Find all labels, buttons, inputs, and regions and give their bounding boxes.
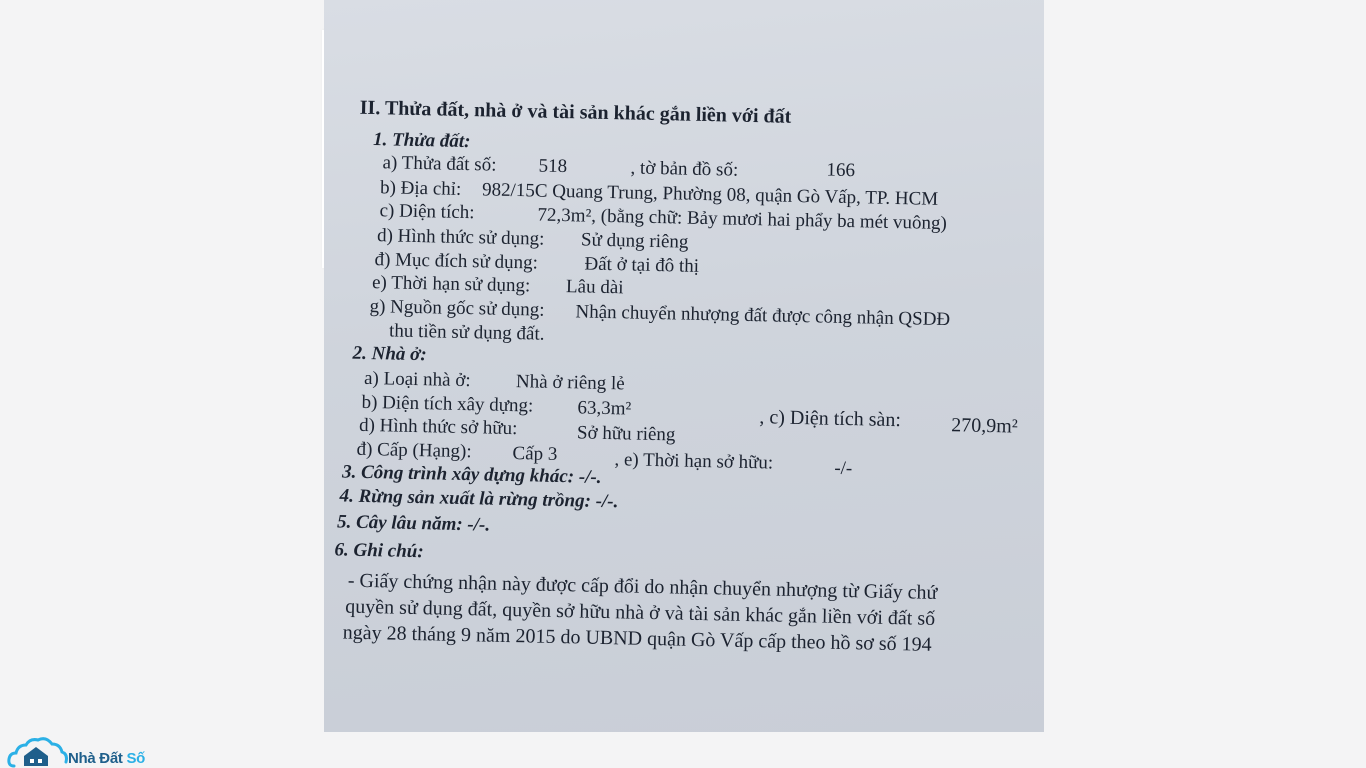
grade-value: Cấp 3 xyxy=(512,443,558,465)
usage-term-value: Lâu dài xyxy=(565,276,624,299)
notes-heading: 6. Ghi chú: xyxy=(334,539,424,563)
ownership-form-label: d) Hình thức sở hữu: xyxy=(358,414,518,440)
usage-form-label: d) Hình thức sử dụng: xyxy=(376,225,545,250)
usage-origin-label: g) Nguồn gốc sử dụng: xyxy=(369,296,545,321)
ownership-form-value: Sở hữu riêng xyxy=(576,422,676,446)
land-heading: 1. Thửa đất: xyxy=(372,129,471,153)
note-line-2: quyền sử dụng đất, quyền sở hữu nhà ở và tài sản khác gắn liền với đất số xyxy=(345,595,936,630)
grade-label: đ) Cấp (Hạng): xyxy=(356,438,472,463)
construction-area-value: 63,3m² xyxy=(577,397,632,420)
planted-forest: 4. Rừng sản xuất là rừng trồng: -/-. xyxy=(339,485,619,513)
section-title: II. Thửa đất, nhà ở và tài sản khác gắn liền với đất xyxy=(359,96,792,128)
floor-area-value: 270,9m² xyxy=(951,414,1019,438)
construction-area-label: b) Diện tích xây dựng: xyxy=(361,391,534,417)
land-certificate-page xyxy=(324,0,1044,732)
brand-name xyxy=(68,750,145,767)
land-parcel-label: a) Thửa đất số: xyxy=(382,152,497,176)
map-sheet-label: , tờ bản đồ số: xyxy=(630,157,739,181)
usage-origin-value: Nhận chuyển nhượng đất được công nhận QSDĐ xyxy=(575,301,951,331)
address-label: b) Địa chỉ: xyxy=(379,177,462,200)
area-label: c) Diện tích: xyxy=(379,200,475,224)
brand-name-main: Nhà Đất xyxy=(68,750,127,767)
house-type-value: Nhà ở riêng lẻ xyxy=(515,371,625,395)
usage-purpose-label: đ) Mục đích sử dụng: xyxy=(374,249,539,274)
ownership-term-label: , e) Thời hạn sở hữu: xyxy=(614,449,774,474)
usage-form-value: Sử dụng riêng xyxy=(580,229,689,253)
address-value: 982/15C Quang Trung, Phường 08, quận Gò Vấp, TP. HCM xyxy=(481,179,939,210)
other-construction: 3. Công trình xây dựng khác: -/-. xyxy=(341,461,602,488)
usage-origin-continuation: thu tiền sử dụng đất. xyxy=(388,320,545,345)
note-line-3: ngày 28 tháng 9 năm 2015 do UBND quận Gò Vấp cấp theo hồ sơ số 194 xyxy=(342,621,932,656)
house-heading: 2. Nhà ở: xyxy=(352,342,427,366)
usage-purpose-value: Đất ở tại đô thị xyxy=(584,253,700,277)
usage-term-label: e) Thời hạn sử dụng: xyxy=(371,272,531,297)
map-sheet-value: 166 xyxy=(826,159,856,182)
area-value: 72,3m², (bằng chữ: Bảy mươi hai phẩy ba mét vuông) xyxy=(537,204,948,235)
note-line-1: - Giấy chứng nhận này được cấp đổi do nhận chuyển nhượng từ Giấy chứ xyxy=(347,569,938,604)
brand-name-accent: Số xyxy=(126,750,146,767)
perennial-trees: 5. Cây lâu năm: -/-. xyxy=(336,511,491,536)
land-parcel-value: 518 xyxy=(538,155,568,178)
floor-area-label: , c) Diện tích sàn: xyxy=(759,406,902,432)
document-photo xyxy=(324,0,1044,732)
house-type-label: a) Loại nhà ở: xyxy=(363,367,471,392)
ownership-term-value: -/- xyxy=(834,457,853,480)
